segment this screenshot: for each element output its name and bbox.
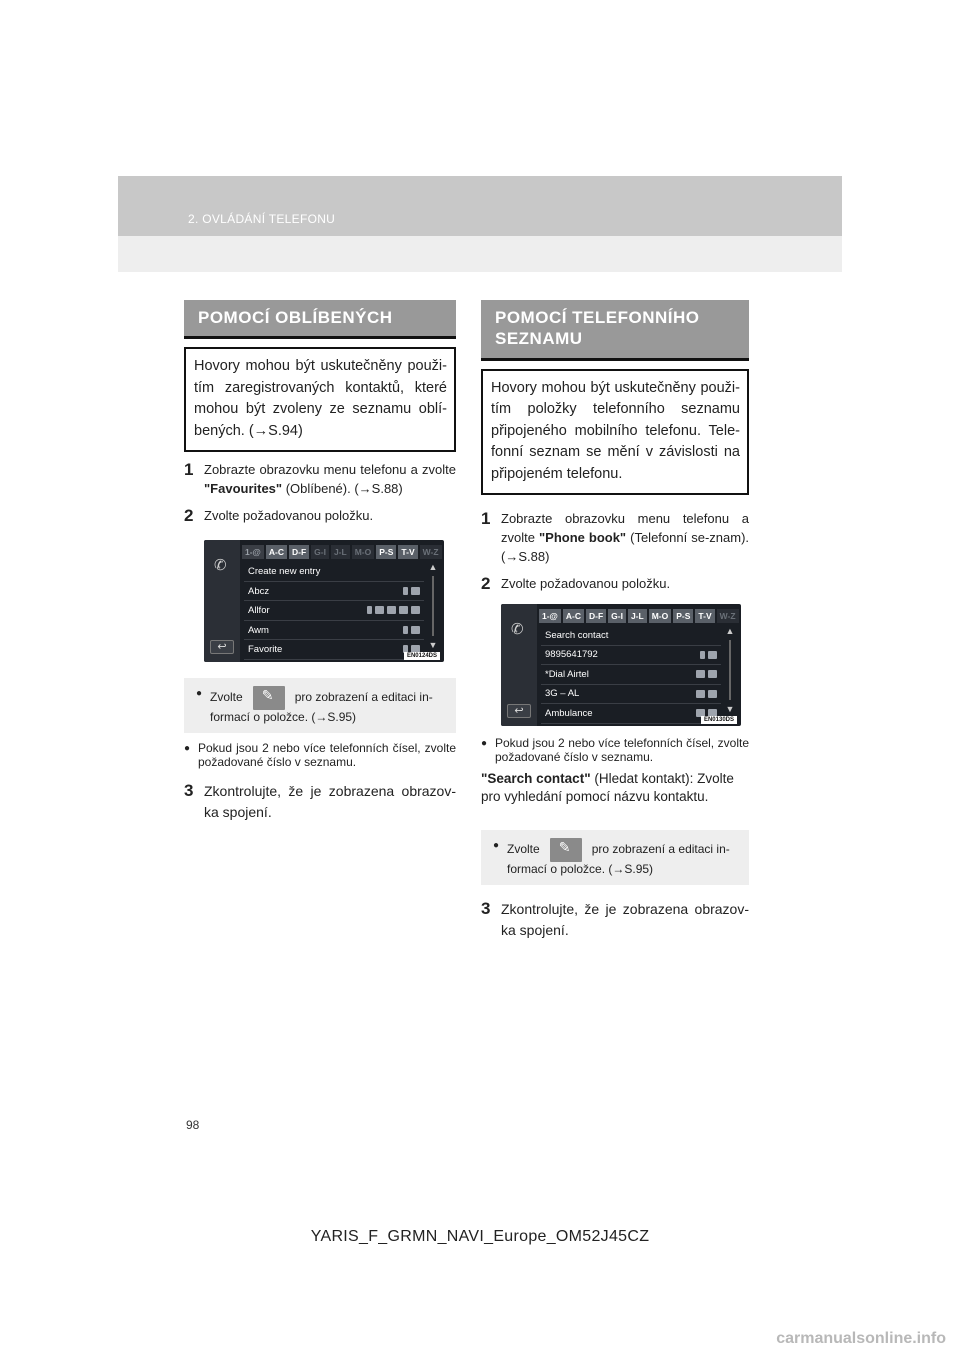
scroll-up-icon: ▲ xyxy=(725,626,735,636)
edit-note: ● Zvolte ✎ pro zobrazení a editaci in-formací o položce. (→S.95) xyxy=(481,830,749,885)
edit-icon: ✎ xyxy=(253,686,285,710)
scroll-down-icon: ▼ xyxy=(725,704,735,714)
list-item: Abcz xyxy=(244,582,424,602)
step-text: Zobrazte obrazovku menu telefonu a zvolte "Phone book" (Telefonní se-znam). (→S.88) xyxy=(501,511,750,564)
tab: T-V xyxy=(398,545,417,559)
tab: J-L xyxy=(331,545,350,559)
list-item: Create new entry xyxy=(244,562,424,582)
phonebook-heading: POMOCÍ TELEFONNÍHO SEZNAMU xyxy=(481,300,749,361)
tab: W-Z xyxy=(420,545,442,559)
step-number: 1 xyxy=(184,460,194,480)
tab: P-S xyxy=(376,545,396,559)
tab: A-C xyxy=(266,545,287,559)
alphabet-tabs xyxy=(242,545,442,559)
edit-note: ● Zvolte ✎ pro zobrazení a editaci in-formací o položce. (→S.95) xyxy=(184,678,456,733)
multiple-numbers-note: ● Pokud jsou 2 nebo více telefonních čísel, zvolte požadované číslo v seznamu. xyxy=(481,736,749,764)
section-title: 2. OVLÁDÁNÍ TELEFONU xyxy=(188,212,336,226)
tab: P-S xyxy=(673,609,693,623)
step-text: Zkontrolujte, že je zobrazena obrazov-ka spojení. xyxy=(204,783,456,821)
back-icon: ↩ xyxy=(507,704,531,718)
scrollbar xyxy=(725,626,735,718)
step-text: Zvolte požadovanou položku. xyxy=(501,576,671,591)
step-number: 2 xyxy=(184,506,194,526)
phone-icon: ✆ xyxy=(511,621,524,638)
tab: J-L xyxy=(628,609,647,623)
alphabet-tabs xyxy=(539,609,739,623)
scroll-down-icon: ▼ xyxy=(428,640,438,651)
image-code: EN0124DS xyxy=(404,652,440,660)
list-item: 3G – AL xyxy=(541,685,721,705)
tab: M-O xyxy=(649,609,672,623)
tab: M-O xyxy=(352,545,375,559)
image-code: EN0130DS xyxy=(701,716,737,724)
tab: T-V xyxy=(695,609,714,623)
edit-icon: ✎ xyxy=(550,838,582,862)
favourites-intro-box xyxy=(184,347,456,452)
step-2 xyxy=(184,506,456,526)
list-item: Favorite xyxy=(244,640,424,660)
multiple-numbers-note: ● Pokud jsou 2 nebo více telefonních čísel, zvolte požadované číslo v seznamu. xyxy=(184,741,456,770)
step-2 xyxy=(481,574,749,594)
tab: 1-@ xyxy=(242,545,264,559)
favourites-intro: Hovory mohou být uskutečněny použi-tím zaregistrovaných kontaktů, které mohou být zvoleny ze seznamu oblí-bených. (→S.94) xyxy=(184,349,456,452)
left-column xyxy=(184,300,456,823)
scrollbar xyxy=(428,562,438,654)
back-icon: ↩ xyxy=(210,640,234,654)
list-item: Awm xyxy=(244,621,424,641)
tab: G-I xyxy=(608,609,626,623)
scroll-up-icon: ▲ xyxy=(428,562,438,573)
tab: D-F xyxy=(586,609,606,623)
favourites-heading: POMOCÍ OBLÍBENÝCH xyxy=(184,300,456,339)
step-text: Zobrazte obrazovku menu telefonu a zvolte "Favourites" (Oblíbené). (→S.88) xyxy=(204,462,456,497)
favourites-label: "Favourites" xyxy=(204,481,283,497)
page-number: 98 xyxy=(186,1118,200,1132)
bullet-icon: ● xyxy=(196,688,203,700)
phonebook-screenshot xyxy=(501,604,741,726)
right-column xyxy=(481,300,749,941)
phonebook-intro-box xyxy=(481,369,749,496)
step-text: Zvolte požadovanou položku. xyxy=(204,508,374,524)
tab: D-F xyxy=(289,545,309,559)
bullet-icon: ● xyxy=(481,738,488,749)
list-item: Search contact xyxy=(541,626,721,646)
list-item: Allfor xyxy=(244,601,424,621)
step-3 xyxy=(184,781,456,823)
header-band xyxy=(118,176,842,272)
bullet-icon: ● xyxy=(184,743,191,755)
contact-list xyxy=(541,626,721,724)
document-code: YARIS_F_GRMN_NAVI_Europe_OM52J45CZ xyxy=(310,1228,650,1245)
step-1 xyxy=(184,460,456,498)
list-item: 9895641792 xyxy=(541,646,721,666)
tab: 1-@ xyxy=(539,609,561,623)
phonebook-intro: Hovory mohou být uskutečněny použi-tím položky telefonního seznamu připojeného mobilního telefonu. Tele-fonní seznam se mění v závislosti na připojeném telefonu. xyxy=(481,371,749,496)
step-1 xyxy=(481,509,749,566)
screen-sidebar xyxy=(204,540,240,662)
list-item: *Dial Airtel xyxy=(541,665,721,685)
step-number: 1 xyxy=(481,509,491,528)
screen-sidebar xyxy=(501,604,537,726)
bullet-icon: ● xyxy=(493,840,500,851)
list-item: Ambulance xyxy=(541,704,721,724)
search-contact-label: "Search contact" xyxy=(481,771,591,786)
step-text: Zkontrolujte, že je zobrazena obrazov-ka spojení. xyxy=(501,901,749,938)
header-top-bar xyxy=(118,176,842,236)
favourites-screenshot xyxy=(204,540,444,662)
step-number: 3 xyxy=(481,899,491,918)
step-number: 2 xyxy=(481,574,491,593)
phone-icon: ✆ xyxy=(214,557,227,575)
tab: A-C xyxy=(563,609,584,623)
step-3 xyxy=(481,899,749,941)
step-number: 3 xyxy=(184,781,194,801)
watermark: carmanualsonline.info xyxy=(776,1330,946,1347)
entry-list xyxy=(244,562,424,660)
tab: G-I xyxy=(311,545,329,559)
tab: W-Z xyxy=(717,609,739,623)
phone-book-label: "Phone book" xyxy=(538,530,627,545)
search-contact-description: "Search contact" (Hledat kontakt): Zvolte pro vyhledání pomocí názvu kontaktu. xyxy=(481,771,734,804)
